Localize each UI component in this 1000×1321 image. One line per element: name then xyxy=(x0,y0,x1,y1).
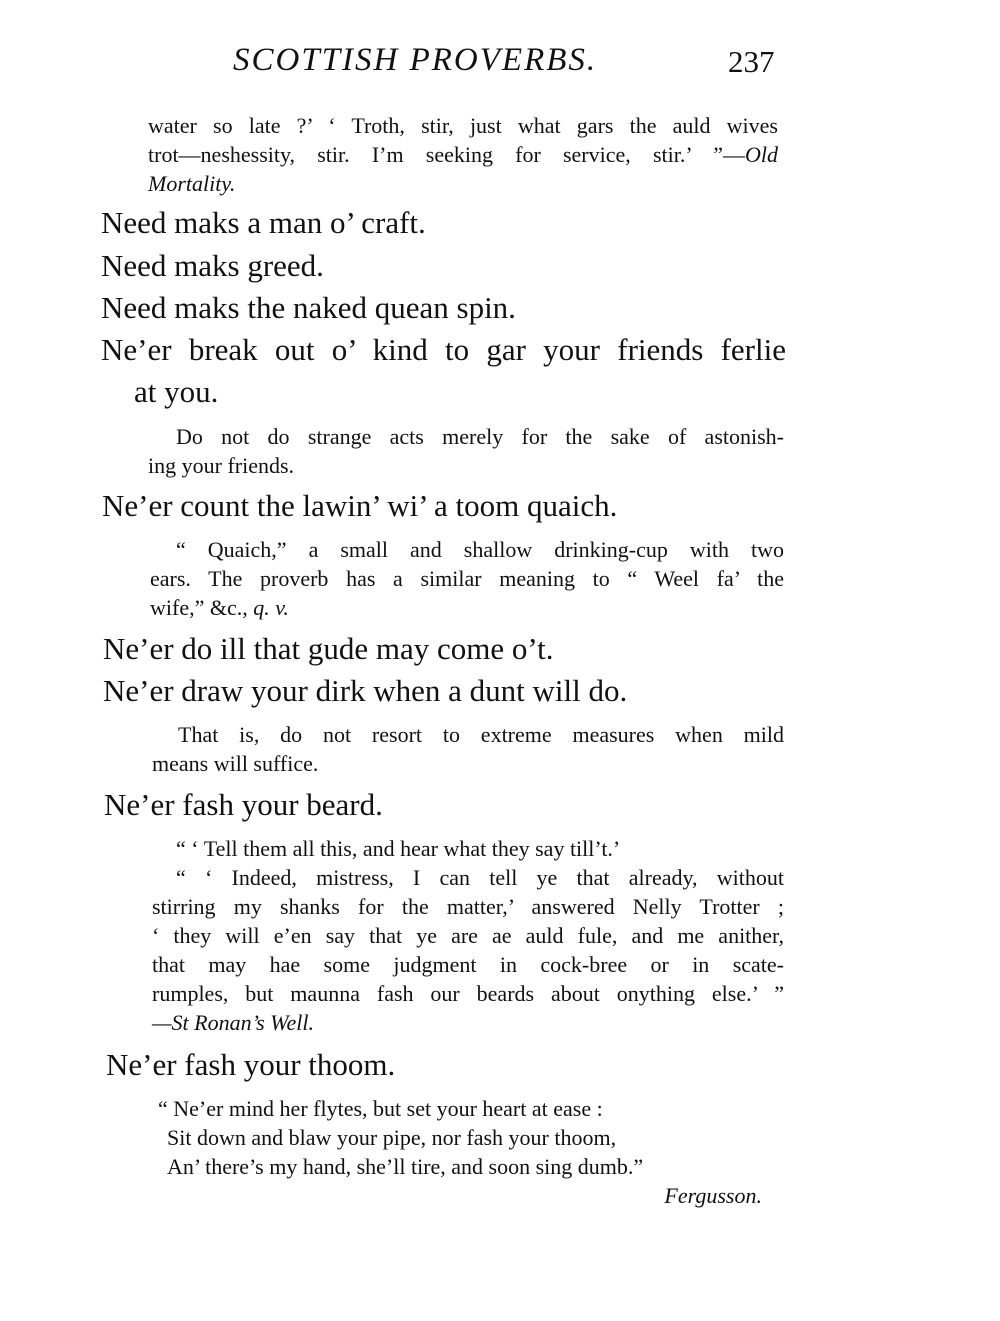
page-header xyxy=(0,42,1000,86)
quote-source: Old xyxy=(745,142,778,167)
note-reference: q. v. xyxy=(253,595,289,620)
verse-line: An’ there’s my hand, she’ll tire, and soon sing dumb.” xyxy=(167,1154,644,1179)
proverb: Ne’er fash your thoom. xyxy=(106,1047,396,1082)
note-beard xyxy=(152,834,784,1037)
note-line: stirring my shanks for the matter,’ answered Nelly Trotter ; xyxy=(152,894,784,919)
continued-quotation xyxy=(148,111,778,198)
note-quaich xyxy=(150,535,784,622)
proverb: Ne’er count the lawin’ wi’ a toom quaich. xyxy=(102,488,618,523)
verse-attribution: Fergusson. xyxy=(664,1183,762,1208)
note-line: “ Quaich,” a small and shallow drinking-cup with two xyxy=(176,537,784,562)
note-line: rumples, but maunna fash our beards about onything else.’ ” xyxy=(152,981,784,1006)
verse-line: “ Ne’er mind her flytes, but set your heart at ease : xyxy=(158,1096,603,1121)
proverb: Ne’er draw your dirk when a dunt will do. xyxy=(103,673,628,708)
running-title: SCOTTISH PROVERBS. xyxy=(233,42,598,78)
note-line: ears. The proverb has a similar meaning to “ Weel fa’ the xyxy=(150,566,784,591)
quote-source: Mortality. xyxy=(148,171,236,196)
proverb: Need maks greed. xyxy=(101,248,324,283)
note-line: ‘ they will e’en say that ye are ae auld fule, and me anither, xyxy=(152,923,784,948)
proverb: Ne’er do ill that gude may come o’t. xyxy=(103,631,554,666)
note-line: Do not do strange acts merely for the sake of astonish- xyxy=(176,424,784,449)
note-dirk xyxy=(152,720,784,778)
proverb: Need maks a man o’ craft. xyxy=(101,205,426,240)
note-line: “ ‘ Indeed, mistress, I can tell ye that already, without xyxy=(176,865,784,890)
note-source: —St Ronan’s Well. xyxy=(152,1010,314,1035)
quote-line: water so late ?’ ‘ Troth, stir, just what gars the auld wives xyxy=(148,113,778,138)
note-text: wife,” &c., xyxy=(150,595,248,620)
note-ferlie xyxy=(148,422,784,480)
note-line: “ ‘ Tell them all this, and hear what they say till’t.’ xyxy=(176,836,621,861)
note-line: that may hae some judgment in cock-bree or in scate- xyxy=(152,952,784,977)
note-line: ing your friends. xyxy=(148,453,295,478)
quote-text: trot—neshessity, stir. I’m seeking for service, stir.’ ”— xyxy=(148,142,745,167)
proverb xyxy=(101,329,786,413)
note-line: That is, do not resort to extreme measures when mild xyxy=(178,722,784,747)
note-line: means will suffice. xyxy=(152,751,319,776)
proverb: Need maks the naked quean spin. xyxy=(101,290,516,325)
proverb-line: at you. xyxy=(134,374,219,409)
note-thoom xyxy=(158,1094,762,1210)
verse-line: Sit down and blaw your pipe, nor fash your thoom, xyxy=(167,1125,617,1150)
proverb-line: Ne’er break out o’ kind to gar your friends ferlie xyxy=(101,332,786,367)
proverb: Ne’er fash your beard. xyxy=(104,787,383,822)
page-number: 237 xyxy=(728,44,775,79)
note-line xyxy=(150,593,784,622)
quote-line xyxy=(148,140,778,169)
